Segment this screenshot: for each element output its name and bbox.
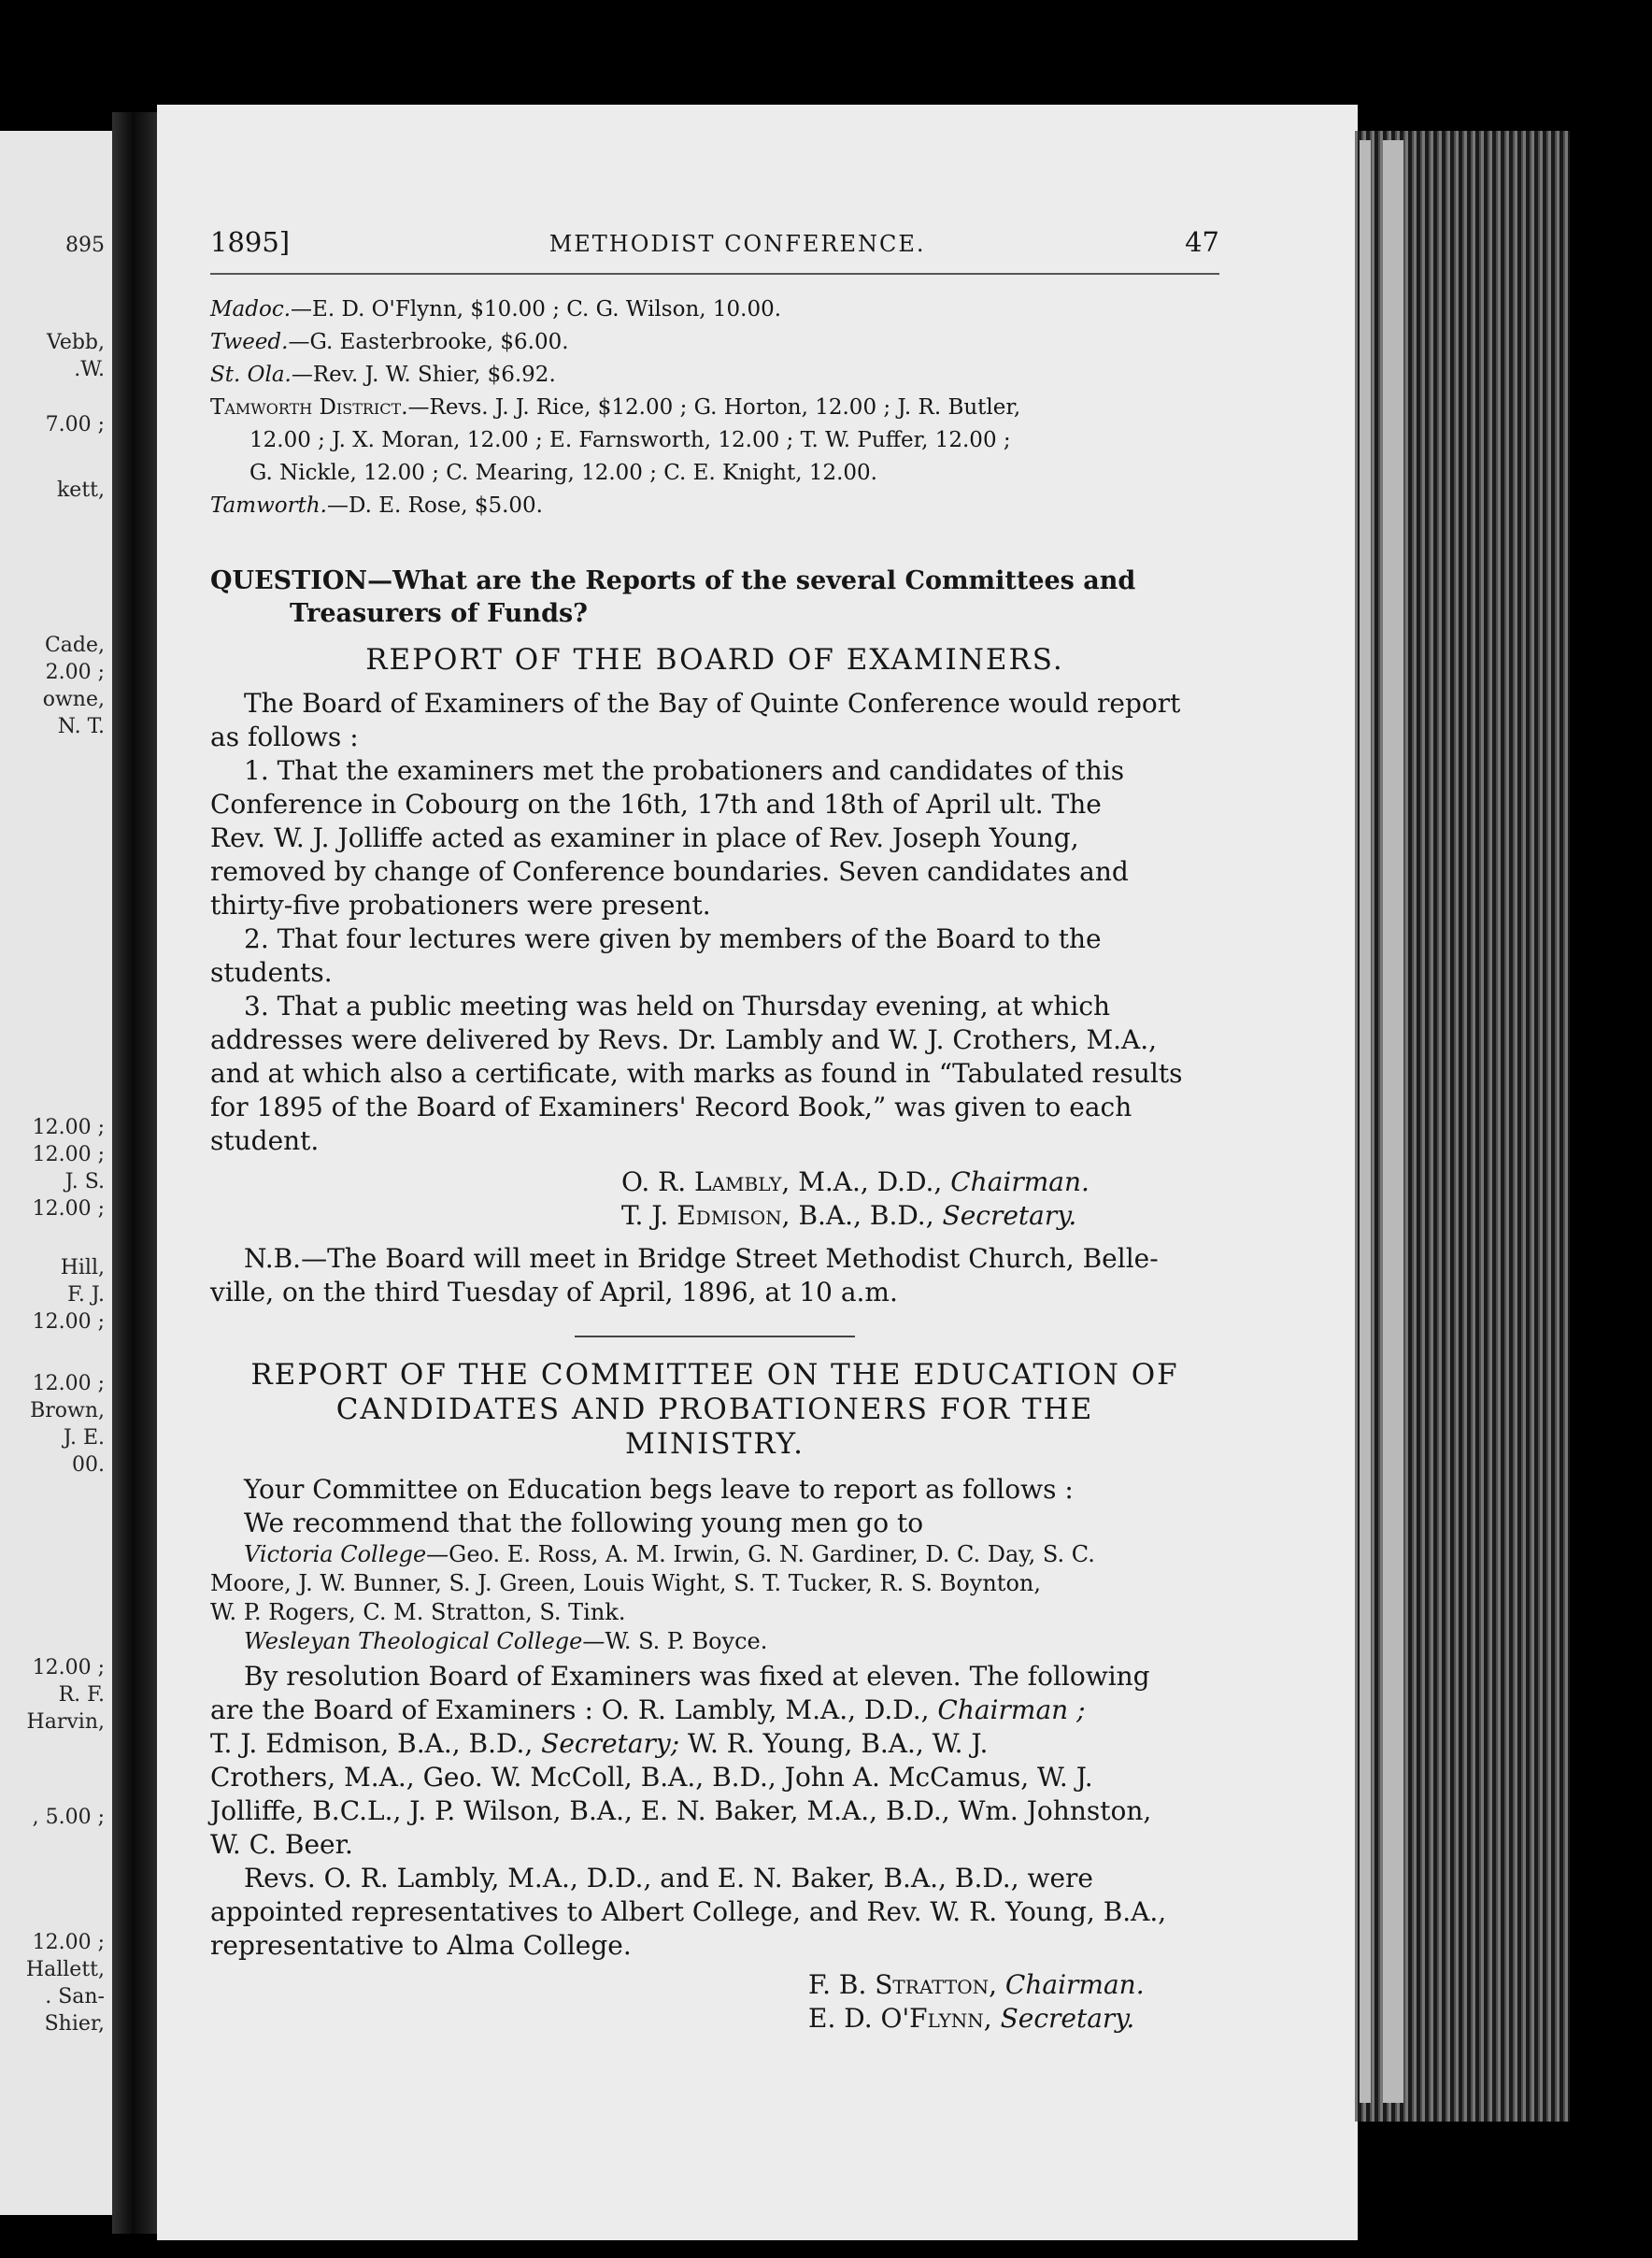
left-page-fragment: . San- [45, 1985, 105, 2008]
left-page-fragment: Hallett, [25, 1958, 105, 1981]
left-page-fragment: 12.00 ; [32, 1656, 105, 1679]
left-page-fragment: Brown, [30, 1399, 105, 1422]
education-intro: Your Committee on Education begs leave to report as follows : We recommend that the following young men go to [244, 1474, 1074, 1538]
left-page-fragment: 12.00 ; [32, 1143, 105, 1166]
board-paragraph-2: 2. That four lectures were given by members of the Board to the students. [210, 923, 1102, 988]
left-page-fragment: , 5.00 ; [32, 1806, 105, 1829]
education-paragraph-4: Revs. O. R. Lambly, M.A., D.D., and E. N. Baker, B.A., B.D., were appointed representatives to Albert College, and Rev. W. R. Young, B.A., representative to Alma College. [210, 1863, 1167, 1961]
district-entry: Tweed.—G. Easterbrooke, $6.00. [210, 330, 569, 354]
board-intro: The Board of Examiners of the Bay of Quinte Conference would report as follows : [210, 688, 1181, 752]
district-entry-cont: 12.00 ; J. X. Moran, 12.00 ; E. Farnsworth, 12.00 ; T. W. Puffer, 12.00 ; [249, 428, 1011, 452]
education-signatures [210, 1968, 1219, 2036]
board-note: N.B.—The Board will meet in Bridge Street Methodist Church, Belle- ville, on the third Tuesday of April, 1896, at 10 a.m. [210, 1243, 1159, 1308]
district-entry: St. Ola.—Rev. J. W. Shier, $6.92. [210, 363, 556, 387]
left-page-fragment: Shier, [44, 2012, 105, 2036]
left-page-fragment: 895 [65, 234, 105, 257]
page-edge-band [1360, 140, 1371, 2103]
college-entry-victoria: Victoria College—Geo. E. Ross, A. M. Irwin, G. N. Gardiner, D. C. Day, S. C. [244, 1541, 1095, 1567]
left-page-fragment: Cade, [44, 634, 105, 657]
left-page-fragment: J. S. [64, 1170, 105, 1193]
signature-chairman: F. B. Stratton, Chairman. [808, 1969, 1145, 2000]
header-title: METHODIST CONFERENCE. [548, 231, 926, 257]
left-page-fragment: 12.00 ; [32, 1116, 105, 1139]
left-page-fragment: 2.00 ; [45, 661, 105, 684]
district-list [210, 293, 1219, 522]
header-year: 1895] [210, 226, 291, 258]
district-entry: Tamworth District.—Revs. J. J. Rice, $12.00 ; G. Horton, 12.00 ; J. R. Butler, [210, 395, 1021, 420]
left-page-fragment: 12.00 ; [32, 1197, 105, 1221]
board-heading: REPORT OF THE BOARD OF EXAMINERS. [365, 643, 1064, 677]
left-page-fragment: N. T. [57, 715, 105, 738]
signature-secretary: T. J. Edmison, B.A., B.D., Secretary. [621, 1200, 1077, 1231]
signature-secretary: E. D. O'Flynn, Secretary. [808, 2003, 1135, 2034]
left-page-fragment: 00. [72, 1453, 105, 1477]
running-header [210, 226, 1219, 275]
college-entry-cont: Moore, J. W. Bunner, S. J. Green, Louis Wight, S. T. Tucker, R. S. Boynton, [210, 1570, 1041, 1596]
left-page-fragment: .W. [74, 358, 105, 381]
left-page-fragment: 7.00 ; [45, 413, 105, 436]
book-gutter [112, 112, 159, 2234]
left-page-fragment: 12.00 ; [32, 1372, 105, 1395]
left-page-fragment: Vebb, [46, 331, 105, 354]
left-page-fragment: 12.00 ; [32, 1931, 105, 1954]
left-page-fragment: Harvin, [26, 1710, 105, 1734]
page-number: 47 [1185, 226, 1219, 258]
signature-chairman: O. R. Lambly, M.A., D.D., Chairman. [621, 1166, 1089, 1197]
left-page-fragment: J. E. [63, 1426, 105, 1450]
question: QUESTION—What are the Reports of the several Committees and Treasurers of Funds? [210, 566, 1136, 628]
college-entry-cont: W. P. Rogers, C. M. Stratton, S. Tink. [210, 1599, 626, 1625]
left-page-fragment: kett, [56, 479, 105, 502]
education-paragraph-3: By resolution Board of Examiners was fixed at eleven. The following are the Board of Examiners : O. R. Lambly, M.A., D.D., Chairman ; T. J. Edmison, B.A., B.D., Secretary; W. R. Young, B.A., W. J. Crothers, M.A., Geo. W. McColl, B.A., B.D., John A. McCamus, W. J. Jolliffe, B.C.L., J. P. Wilson, B.A., E. N. Baker, M.A., B.D., Wm. Johnston, W. C. Beer. [210, 1661, 1152, 1860]
board-paragraph-3: 3. That a public meeting was held on Thursday evening, at which addresses were delivered by Revs. Dr. Lambly and W. J. Crothers, M.A., and at which also a certificate, with marks as found in “Tabulated results for 1895 of the Board of Examiners' Record Book,” was given to each student. [210, 991, 1183, 1156]
district-entry: Madoc.—E. D. O'Flynn, $10.00 ; C. G. Wilson, 10.00. [210, 297, 782, 322]
left-page-fragment: 12.00 ; [32, 1310, 105, 1334]
page-content [210, 226, 1219, 2036]
board-paragraph-1: 1. That the examiners met the probationers and candidates of this Conference in Cobourg on the 16th, 17th and 18th of April ult. The Rev. W. J. Jolliffe acted as examiner in place of Rev. Joseph Young, removed by change of Conference boundaries. Seven candidates and thirty-five probationers were present. [210, 755, 1129, 921]
left-page-fragment: F. J. [67, 1283, 105, 1307]
left-page-fragment: owne, [42, 688, 105, 711]
education-heading: REPORT OF THE COMMITTEE ON THE EDUCATION OF CANDIDATES AND PROBATIONERS FOR THE MINISTRY. [250, 1358, 1179, 1461]
college-entry-wesleyan: Wesleyan Theological College—W. S. P. Boyce. [244, 1628, 768, 1654]
district-entry-cont: G. Nickle, 12.00 ; C. Mearing, 12.00 ; C. E. Knight, 12.00. [249, 461, 877, 485]
college-list [210, 1540, 1219, 1656]
board-signatures [210, 1165, 1219, 1233]
left-page-fragment: Hill, [60, 1256, 105, 1279]
district-entry: Tamworth.—D. E. Rose, $5.00. [210, 493, 543, 518]
section-divider [575, 1336, 855, 1337]
left-page-fragment: R. F. [58, 1683, 105, 1707]
page-edge-band [1383, 140, 1403, 2103]
